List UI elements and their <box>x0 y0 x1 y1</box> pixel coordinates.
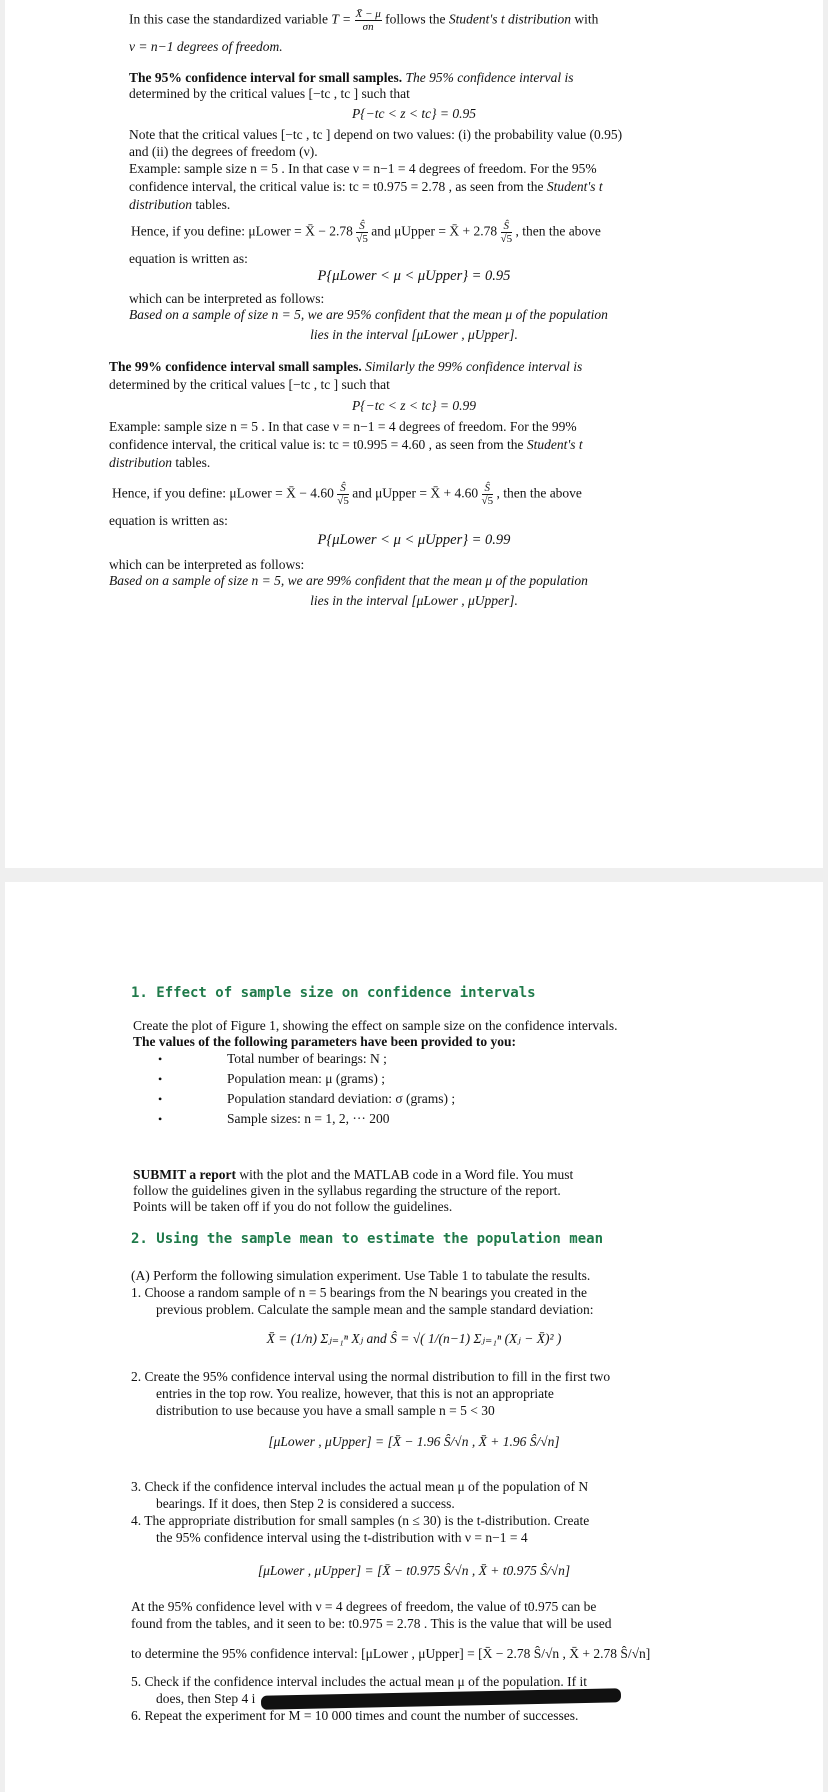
list-item: 4. The appropriate distribution for small samples (n ≤ 30) is the t-distribution. Create <box>131 1513 590 1528</box>
text-span: confidence interval, the critical value is: tc = t0.995 = 4.60 , as seen from the <box>109 437 524 452</box>
text-span: confidence interval, the critical value is: tc = t0.975 = 2.78 , as seen from the <box>129 179 544 194</box>
text-line: follow the guidelines given in the syllabus regarding the structure of the report. <box>133 1183 561 1198</box>
section-1-heading: 1. Effect of sample size on confidence intervals <box>131 985 536 1001</box>
text-span: Student's t <box>546 179 603 194</box>
equation: [μLower , μUpper] = [X̄ − t0.975 Ŝ/√n , X̄ + t0.975 Ŝ/√n] <box>257 1563 571 1578</box>
text-span: distribution <box>109 455 173 470</box>
text-line: does, then Step 4 i <box>156 1691 256 1706</box>
bold-heading: SUBMIT a report <box>133 1167 237 1182</box>
math-span: Hence, if you define: μLower = X̄ − 2.78 <box>131 223 353 239</box>
standardized-variable-line <box>129 8 598 33</box>
list-item: 5. Check if the confidence interval includes the actual mean μ of the population. If it <box>131 1674 587 1689</box>
s-over-sqrt5-fraction <box>356 220 368 245</box>
bold-heading: The 99% confidence interval small samples. <box>109 359 362 374</box>
text-span: The 95% confidence interval is <box>405 70 574 85</box>
bullet-item: Sample sizes: n = 1, 2, ··· 200 <box>227 1111 390 1126</box>
bullet: • <box>158 1092 163 1106</box>
text-line: At the 95% confidence level with ν = 4 degrees of freedom, the value of t0.975 can be <box>131 1599 597 1614</box>
fraction-denominator: √5 <box>500 233 513 245</box>
s-over-sqrt5-fraction <box>501 220 513 245</box>
math-span: Hence, if you define: μLower = X̄ − 4.60 <box>112 485 334 501</box>
math-span: T = <box>331 11 352 27</box>
text-span: , then the above <box>515 223 601 239</box>
text-line: to determine the 95% confidence interval: [μLower , μUpper] = [X̄ − 2.78 Ŝ/√n , X̄ + 2.78 Ŝ/√n] <box>131 1646 651 1661</box>
text-line: ν = n−1 degrees of freedom. <box>129 39 283 54</box>
list-item: 1. Choose a random sample of n = 5 bearings from the N bearings you created in the <box>131 1285 587 1300</box>
fraction-denominator: √5 <box>337 495 349 507</box>
text-line: Create the plot of Figure 1, showing the effect on sample size on the confidence intervals. <box>133 1018 618 1033</box>
fraction-numerator: Ŝ <box>356 220 368 233</box>
fraction-denominator: √5 <box>356 233 368 245</box>
text-span: with <box>574 11 599 27</box>
text-span: with the plot and the MATLAB code in a Word file. You must <box>239 1167 574 1182</box>
text-line: and (ii) the degrees of freedom (ν). <box>129 144 318 159</box>
fraction-numerator: Ŝ <box>337 482 349 495</box>
fraction-numerator: Ŝ <box>482 482 494 495</box>
section-95-heading <box>129 69 573 86</box>
equation: P{−tc < z < tc} = 0.99 <box>351 398 477 413</box>
text-line: previous problem. Calculate the sample mean and the sample standard deviation: <box>156 1302 594 1317</box>
text-line: bearings. If it does, then Step 2 is considered a success. <box>156 1496 455 1511</box>
bullet-item: Total number of bearings: N ; <box>227 1051 387 1066</box>
t-fraction <box>355 8 382 33</box>
text-line: (A) Perform the following simulation experiment. Use Table 1 to tabulate the results. <box>131 1268 591 1283</box>
text-line: Example: sample size n = 5 . In that case ν = n−1 = 4 degrees of freedom. For the 95% <box>129 161 597 176</box>
text-line: determined by the critical values [−tc , tc ] such that <box>109 377 390 392</box>
list-item: 6. Repeat the experiment for M = 10 000 times and count the number of successes. <box>131 1708 579 1723</box>
math-span: and μUpper = X̄ + 4.60 <box>352 485 479 501</box>
equation: X̄ = (1/n) Σⱼ₌₁ⁿ Xⱼ and Ŝ = √( 1/(n−1) Σⱼ₌₁ⁿ (Xⱼ − X̄)² ) <box>266 1331 562 1346</box>
text-span: , then the above <box>496 485 582 501</box>
document-page-2 <box>5 882 823 1792</box>
text-span: Similarly the 99% confidence interval is <box>365 359 583 374</box>
document-page-1 <box>5 0 823 868</box>
equation: P{μLower < μ < μUpper} = 0.95 <box>317 268 511 284</box>
text-line: distribution to use because you have a small sample n = 5 < 30 <box>156 1403 495 1418</box>
text-line: Based on a sample of size n = 5, we are 99% confident that the mean μ of the population <box>109 573 588 588</box>
fraction-numerator: Ŝ <box>501 220 513 233</box>
text-line: which can be interpreted as follows: <box>129 291 325 306</box>
text-span: tables. <box>175 455 211 470</box>
text-line <box>129 178 603 195</box>
bullet: • <box>158 1112 163 1126</box>
text-line <box>133 1166 573 1183</box>
bullet: • <box>158 1072 163 1086</box>
equation: P{−tc < z < tc} = 0.95 <box>351 106 477 121</box>
text-line: Note that the critical values [−tc , tc ] depend on two values: (i) the probability value (0.95) <box>129 127 623 142</box>
text-span: In this case the standardized variable <box>129 11 329 27</box>
text-line: equation is written as: <box>129 251 248 266</box>
section-2-heading: 2. Using the sample mean to estimate the population mean <box>131 1231 604 1247</box>
text-span: distribution <box>129 197 193 212</box>
text-line: Points will be taken off if you do not follow the guidelines. <box>133 1199 453 1214</box>
text-line: Example: sample size n = 5 . In that case ν = n−1 = 4 degrees of freedom. For the 99% <box>109 419 577 434</box>
math-span: and μUpper = X̄ + 2.78 <box>371 223 498 239</box>
bullet: • <box>158 1052 163 1066</box>
bullet-item: Population mean: μ (grams) ; <box>227 1071 385 1086</box>
list-item: 3. Check if the confidence interval includes the actual mean μ of the population of N <box>131 1479 589 1494</box>
text-span: Student's t distribution <box>448 11 571 27</box>
text-line <box>109 454 210 471</box>
text-span: Student's t <box>526 437 583 452</box>
define-bounds-95 <box>131 220 601 245</box>
define-bounds-99 <box>112 482 582 507</box>
text-line: the 95% confidence interval using the t-distribution with ν = n−1 = 4 <box>156 1530 528 1545</box>
text-span: tables. <box>195 197 231 212</box>
s-over-sqrt5-fraction <box>482 482 494 507</box>
text-line <box>129 196 230 213</box>
text-line: The values of the following parameters have been provided to you: <box>133 1034 516 1049</box>
bullet-item: Population standard deviation: σ (grams) ; <box>227 1091 456 1106</box>
fraction-denominator: √5 <box>481 495 494 507</box>
list-item: 2. Create the 95% confidence interval using the normal distribution to fill in the first two <box>131 1369 611 1384</box>
text-line: equation is written as: <box>109 513 228 528</box>
text-span: follows the <box>385 11 446 27</box>
text-line: entries in the top row. You realize, however, that this is not an appropriate <box>156 1386 554 1401</box>
text-line: lies in the interval [μLower , μUpper]. <box>310 327 518 342</box>
text-line: which can be interpreted as follows: <box>109 557 305 572</box>
text-line: Based on a sample of size n = 5, we are 95% confident that the mean μ of the population <box>129 307 608 322</box>
s-over-sqrt5-fraction <box>337 482 349 507</box>
fraction-numerator: X̄ − μ <box>355 8 381 20</box>
text-line: found from the tables, and it seen to be: t0.975 = 2.78 . This is the value that will be used <box>131 1616 612 1631</box>
text-line <box>109 436 583 453</box>
equation: [μLower , μUpper] = [X̄ − 1.96 Ŝ/√n , X̄ + 1.96 Ŝ/√n] <box>268 1434 560 1449</box>
equation: P{μLower < μ < μUpper} = 0.99 <box>317 532 511 548</box>
fraction-denominator: σn <box>362 21 374 33</box>
bold-heading: The 95% confidence interval for small samples. <box>129 70 403 85</box>
text-line: lies in the interval [μLower , μUpper]. <box>310 593 518 608</box>
text-line: determined by the critical values [−tc , tc ] such that <box>129 86 410 101</box>
section-99-heading <box>109 358 582 375</box>
